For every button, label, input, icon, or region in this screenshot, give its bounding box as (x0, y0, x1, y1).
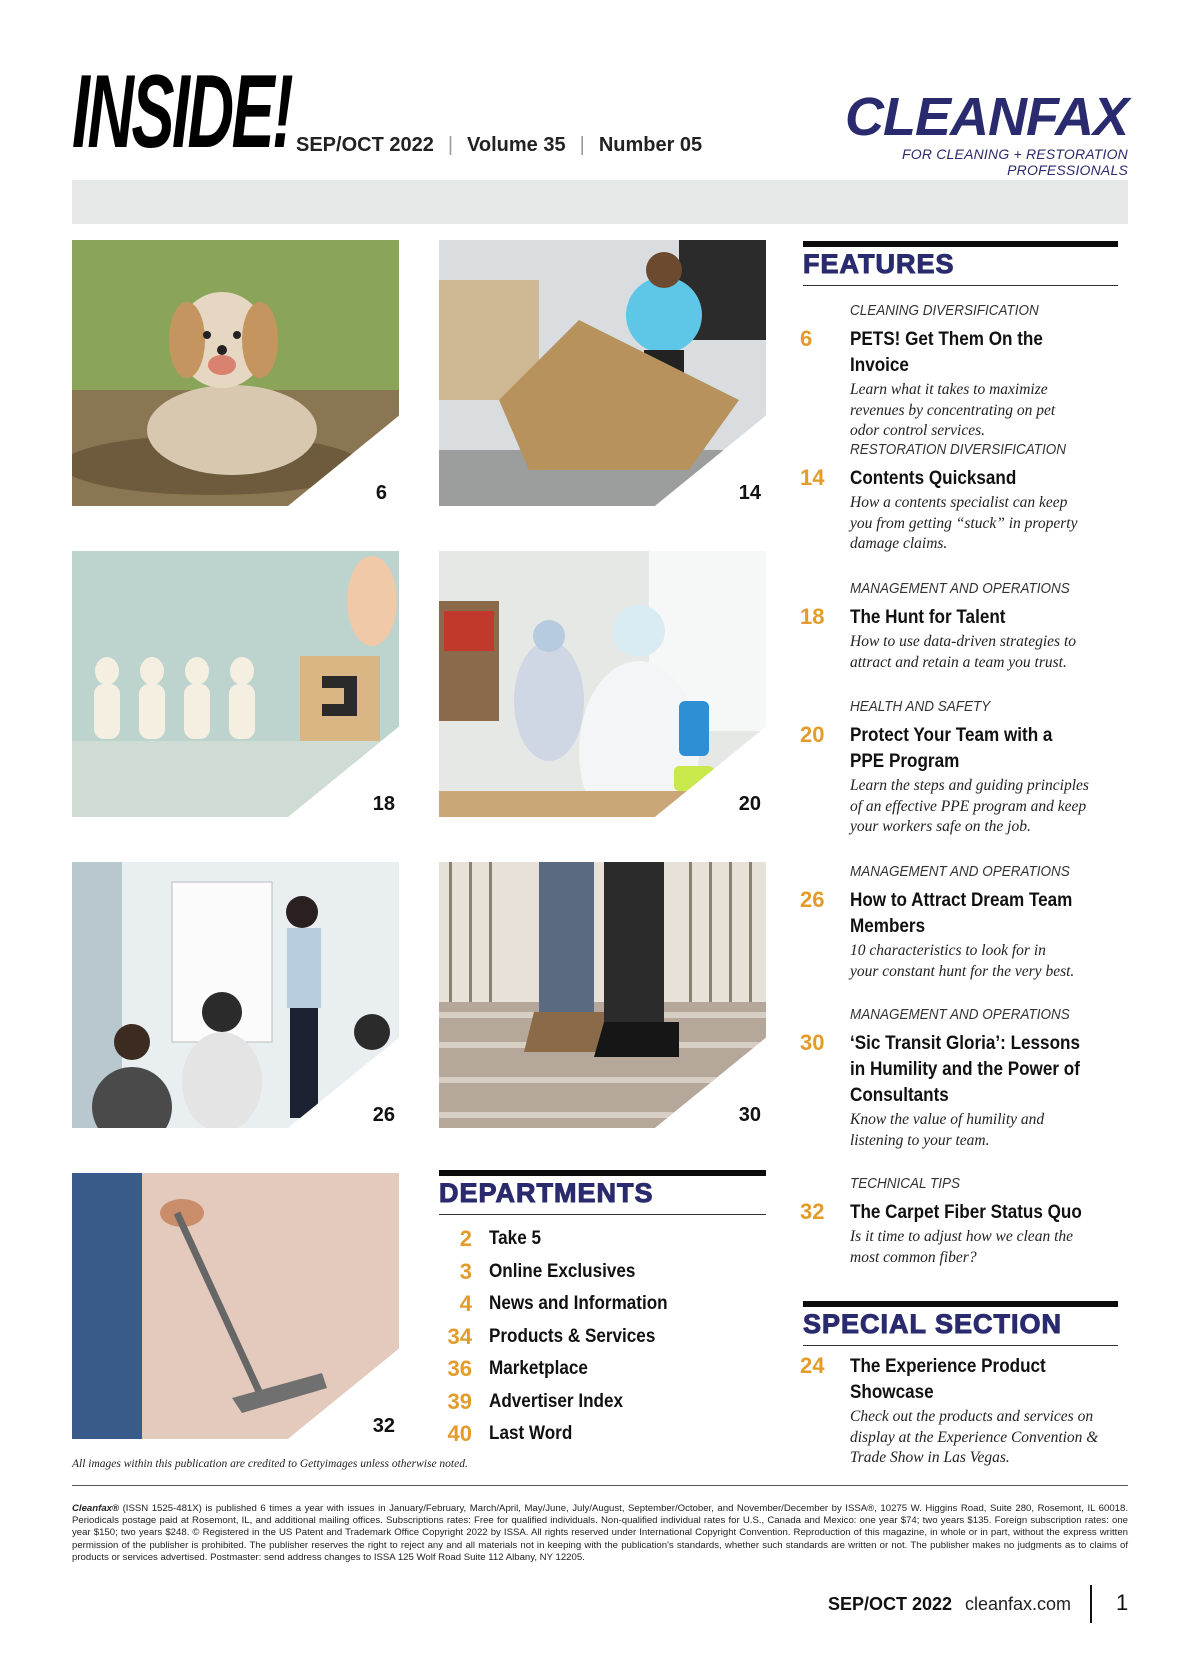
feature-category: MANAGEMENT AND OPERATIONS (850, 863, 1070, 880)
desc-line: Know the value of humility and (850, 1111, 1045, 1128)
department-page-number: 34 (447, 1323, 472, 1349)
separator: | (447, 134, 454, 156)
feature-category: MANAGEMENT AND OPERATIONS (850, 1006, 1070, 1023)
feature-category: MANAGEMENT AND OPERATIONS (850, 580, 1070, 597)
feature-title: The Hunt for Talent (850, 607, 1006, 628)
department-label: Take 5 (489, 1228, 541, 1249)
photo-tile-dog[interactable] (72, 240, 399, 506)
footer-divider (1090, 1585, 1092, 1623)
department-item[interactable] (440, 1259, 652, 1285)
special-rule (803, 1345, 1118, 1346)
footer-rule (72, 1485, 1128, 1486)
issue-volume: Volume 35 (467, 134, 566, 156)
desc-line: Trade Show in Las Vegas. (850, 1449, 1010, 1466)
special-desc (850, 1407, 1130, 1469)
desc-line: you from getting “stuck” in property (850, 514, 1078, 532)
legal-notice (72, 1503, 1128, 1564)
tile-page-number: 32 (372, 1415, 395, 1437)
tile-page-number: 26 (372, 1104, 395, 1126)
dog-photo-image (72, 240, 399, 506)
feature-desc (850, 380, 1130, 442)
desc-line: How a contents specialist can keep (850, 494, 1068, 511)
feature-page-number: 30 (800, 1030, 825, 1055)
photo-tile-paper[interactable] (439, 240, 766, 506)
image-credit: All images within this publication are credited to Gettyimages unless otherwise noted. (72, 1458, 468, 1470)
feature-page-number: 20 (800, 722, 825, 747)
department-item[interactable] (440, 1421, 582, 1447)
magnet-photo-image (72, 551, 399, 817)
feature-page-number: 32 (800, 1199, 825, 1224)
issue-date: SEP/OCT 2022 (296, 134, 434, 156)
tile-page-number: 18 (372, 793, 395, 815)
desc-line: your workers safe on the job. (850, 818, 1031, 835)
feature-title: ‘Sic Transit Gloria’: Lessons (850, 1033, 1080, 1054)
desc-line: odor control services. (850, 422, 986, 439)
feature-desc (850, 632, 1130, 673)
ppe-photo-image (439, 551, 766, 817)
department-page-number: 40 (447, 1421, 472, 1446)
feature-item[interactable] (800, 698, 1130, 838)
issue-number: Number 05 (598, 134, 703, 156)
desc-line: Is it time to adjust how we clean the (850, 1228, 1074, 1245)
tile-page-number: 30 (738, 1104, 761, 1126)
feature-title: How to Attract Dream Team (850, 890, 1073, 911)
special-section-heading: SPECIAL SECTION (803, 1309, 1063, 1339)
legal-brand: Cleanfax® (72, 1503, 120, 1514)
feature-page-number: 26 (800, 887, 825, 912)
feature-title: in Humility and the Power of (850, 1059, 1080, 1080)
feature-desc (850, 776, 1130, 838)
feature-page-number: 14 (800, 465, 825, 490)
footer-issue: SEP/OCT 2022 (828, 1594, 953, 1614)
feature-desc (850, 1227, 1130, 1268)
department-item[interactable] (440, 1389, 638, 1415)
desc-line: your constant hunt for the very best. (850, 962, 1075, 980)
logo-tagline: FOR CLEANING + RESTORATION PROFESSIONALS (902, 146, 1128, 178)
photo-tile-shoes[interactable] (439, 862, 766, 1128)
feature-title: PPE Program (850, 751, 960, 772)
shoes-photo-image (439, 862, 766, 1128)
desc-line: revenues by concentrating on pet (850, 401, 1056, 419)
photo-tile-ppe[interactable] (439, 551, 766, 817)
features-top-rule (803, 241, 1118, 247)
feature-category: RESTORATION DIVERSIFICATION (850, 441, 1067, 458)
meeting-photo-image (72, 862, 399, 1128)
desc-line: attract and retain a team you trust. (850, 653, 1067, 671)
department-label: News and Information (489, 1293, 668, 1314)
feature-title: Contents Quicksand (850, 468, 1017, 489)
desc-line: How to use data-driven strategies to (850, 633, 1077, 650)
feature-desc (850, 493, 1130, 555)
feature-desc (850, 941, 1130, 982)
department-item[interactable] (440, 1226, 547, 1252)
feature-page-number: 6 (800, 326, 813, 351)
logo-wordmark: CLEANFAX (844, 87, 1128, 147)
photo-tile-magnet[interactable] (72, 551, 399, 817)
special-page-number: 24 (800, 1353, 825, 1378)
feature-desc (850, 1110, 1130, 1151)
feature-title: Members (850, 916, 926, 937)
department-label: Advertiser Index (489, 1390, 624, 1412)
special-title: The Experience Product Showcase (850, 1356, 1046, 1403)
department-page-number: 2 (459, 1226, 472, 1251)
department-page-number: 39 (447, 1388, 472, 1414)
separator: | (579, 134, 585, 156)
feature-category: CLEANING DIVERSIFICATION (850, 302, 1039, 319)
department-label: Online Exclusives (489, 1260, 636, 1282)
department-label: Products & Services (489, 1325, 656, 1347)
department-page-number: 36 (447, 1356, 472, 1381)
photo-tile-carpet[interactable] (72, 1173, 399, 1439)
feature-item[interactable] (800, 1175, 1130, 1268)
feature-title: PETS! Get Them On the Invoice (850, 329, 1043, 376)
photo-tile-meeting[interactable] (72, 862, 399, 1128)
masthead-title: INSIDE! (72, 54, 292, 170)
desc-line: of an effective PPE program and keep (850, 797, 1087, 815)
department-label: Marketplace (489, 1358, 588, 1379)
department-item[interactable] (440, 1356, 599, 1382)
feature-item[interactable] (800, 580, 1130, 673)
issue-info (296, 134, 702, 157)
department-item[interactable] (440, 1324, 674, 1350)
desc-line: listening to your team. (850, 1131, 990, 1149)
carpet-photo-image (72, 1173, 399, 1439)
feature-item[interactable] (800, 1006, 1130, 1151)
desc-line: Learn the steps and guiding principles (850, 777, 1089, 794)
departments-rule (439, 1214, 766, 1215)
feature-category: HEALTH AND SAFETY (850, 698, 991, 715)
desc-line: 10 characteristics to look for in (850, 942, 1046, 959)
feature-item[interactable] (800, 302, 1130, 442)
paper-photo-image (439, 240, 766, 506)
department-label: Last Word (489, 1423, 573, 1444)
desc-line: most common fiber? (850, 1248, 977, 1266)
legal-text: (ISSN 1525-481X) is published 6 times a year with issues in January/February, March/April, May/June, July/August, September/October, and November/December by ISSA®, 10275 W. Higgins Road, Suite 280, Rosemont, IL 60018. Periodicals postage paid at Rosemont, IL, and additional mailing offices. Subscriptions rates: Free for qualified individuals. Non-qualified individual rates for U.S., Canada and Mexico: one year $74; two years $135. Foreign subscription rates: one year $150; two years $248. © Registered in the US Patent and Trademark Office Copyright 2022 by ISSA. All rights reserved under International Copyright Convention. Reproduction of this magazine, in whole or in part, without the express written permission of the publisher is prohibited. The publisher reserves the right to reject any and all materials not in keeping with the publication's standards, whether such standards are written or not. The publisher makes no judgments as to claims of products or services advertised. Postmaster: send address changes to ISSA 125 Wolf Road Suite 112 Albany, NY 12205. (72, 1503, 1128, 1563)
feature-item[interactable] (800, 441, 1130, 555)
cleanfax-logo (796, 87, 1128, 178)
departments-heading: DEPARTMENTS (439, 1178, 654, 1208)
desc-line: Learn what it takes to maximize (850, 381, 1048, 398)
department-page-number: 4 (459, 1291, 472, 1316)
tile-page-number: 6 (375, 482, 387, 504)
feature-category: TECHNICAL TIPS (850, 1175, 961, 1192)
feature-item[interactable] (800, 863, 1130, 982)
features-heading: FEATURES (803, 249, 955, 279)
feature-title: Protect Your Team with a (850, 725, 1053, 746)
special-top-rule (803, 1301, 1118, 1307)
feature-title: Consultants (850, 1085, 949, 1106)
feature-title: The Carpet Fiber Status Quo (850, 1202, 1082, 1223)
special-section-item[interactable] (800, 1354, 1130, 1469)
tile-page-number: 20 (738, 793, 761, 815)
page-number: 1 (1116, 1590, 1129, 1615)
department-item[interactable] (440, 1291, 687, 1317)
banner-bar (72, 180, 1128, 224)
tile-page-number: 14 (738, 482, 761, 504)
desc-line: Check out the products and services on (850, 1408, 1094, 1425)
desc-line: damage claims. (850, 535, 948, 552)
feature-page-number: 18 (800, 604, 825, 629)
footer-url[interactable]: cleanfax.com (965, 1594, 1072, 1614)
departments-top-rule (439, 1170, 766, 1176)
department-page-number: 3 (459, 1258, 472, 1284)
features-rule (803, 285, 1118, 286)
desc-line: display at the Experience Convention & (850, 1428, 1099, 1446)
